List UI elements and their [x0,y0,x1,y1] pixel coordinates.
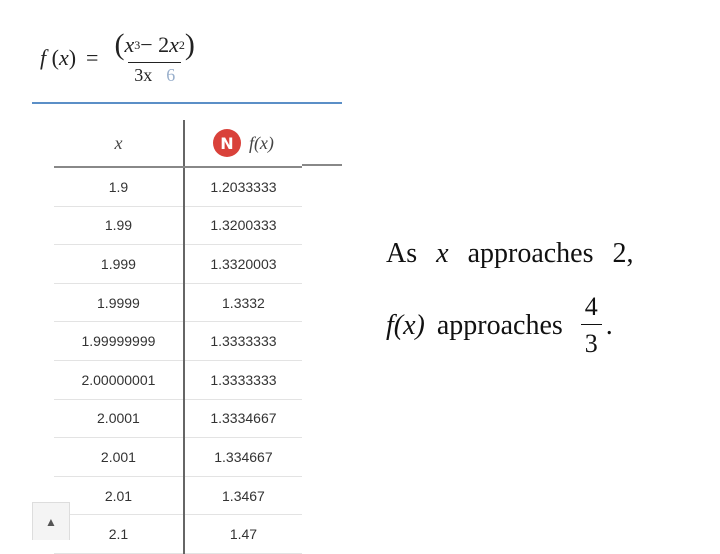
table-row[interactable] [54,206,302,245]
expression-panel[interactable] [32,12,342,104]
cell-x[interactable]: 2.001 [54,438,184,477]
column-header-fx-label: f(x) [248,132,274,153]
function-definition [40,30,199,86]
numerator [110,30,198,62]
cell-fx: 1.3334667 [184,399,302,438]
limit-fraction [581,292,602,359]
text-approaches: approaches [467,238,594,269]
text-approaches-2: approaches [436,309,563,341]
numerator-term-x: x [124,32,135,57]
cell-fx: 1.3467 [184,476,302,515]
denominator-faded: 6 [166,65,176,85]
table-row[interactable] [54,322,302,361]
cell-fx: 1.3333333 [184,322,302,361]
scroll-up-button[interactable] [32,502,70,540]
denominator [128,62,181,86]
table-row[interactable] [54,476,302,515]
table-row[interactable] [54,167,302,206]
text-period: . [605,309,613,341]
limit-statement [386,238,634,359]
table-row[interactable] [54,515,302,554]
text-var-x: x [436,238,449,269]
column-header-fx[interactable] [184,120,302,167]
table-row[interactable] [54,245,302,284]
statement-line-1 [386,238,634,270]
cell-fx: 1.3332 [184,283,302,322]
table-header-extension [302,120,342,166]
cell-x[interactable]: 1.9 [54,167,184,206]
text-value-2: 2, [612,238,634,269]
cell-x[interactable]: 1.9999 [54,283,184,322]
table-row[interactable] [54,438,302,477]
cell-x[interactable]: 2.1 [54,515,184,554]
numerator-term-x2: x [169,32,179,57]
value-table[interactable] [54,120,342,543]
cell-fx: 1.3200333 [184,206,302,245]
cell-fx: 1.334667 [184,438,302,477]
table-row[interactable] [54,360,302,399]
equals-sign: = [86,45,99,70]
limit-denominator: 3 [581,324,602,359]
numerator-open-paren: ( [114,28,125,61]
cell-fx: 1.3333333 [184,360,302,399]
cell-x[interactable]: 2.00000001 [54,360,184,399]
cell-fx: 1.47 [184,515,302,554]
text-f: f [386,309,394,341]
cell-fx: 1.2033333 [184,167,302,206]
column-header-x[interactable] [54,120,184,167]
cell-x[interactable]: 2.0001 [54,399,184,438]
desmos-n-icon[interactable]: N [213,129,241,157]
text-as: As [386,238,418,269]
function-open-paren: ( [46,45,59,70]
cell-x[interactable]: 2.01 [54,476,184,515]
function-variable: x [58,45,69,70]
cell-x[interactable]: 1.99999999 [54,322,184,361]
exponent-2: 2 [178,37,185,52]
denominator-main: 3x [134,65,153,85]
table-row[interactable] [54,399,302,438]
limit-numerator: 4 [584,292,598,321]
column-header-x-label: x [114,132,123,153]
text-of-x: (x) [393,309,425,341]
triangle-up-icon: ▲ [45,514,57,529]
function-close-paren: ) [68,45,77,70]
fraction [110,30,198,86]
cell-x[interactable]: 1.99 [54,206,184,245]
numerator-operator: − 2 [140,32,170,57]
exponent-3: 3 [134,37,141,52]
cell-x[interactable]: 1.999 [54,245,184,284]
function-name: f [40,45,47,70]
numerator-close-paren: ) [184,28,195,61]
table-row[interactable] [54,283,302,322]
statement-line-2 [386,292,634,359]
cell-fx: 1.3320003 [184,245,302,284]
